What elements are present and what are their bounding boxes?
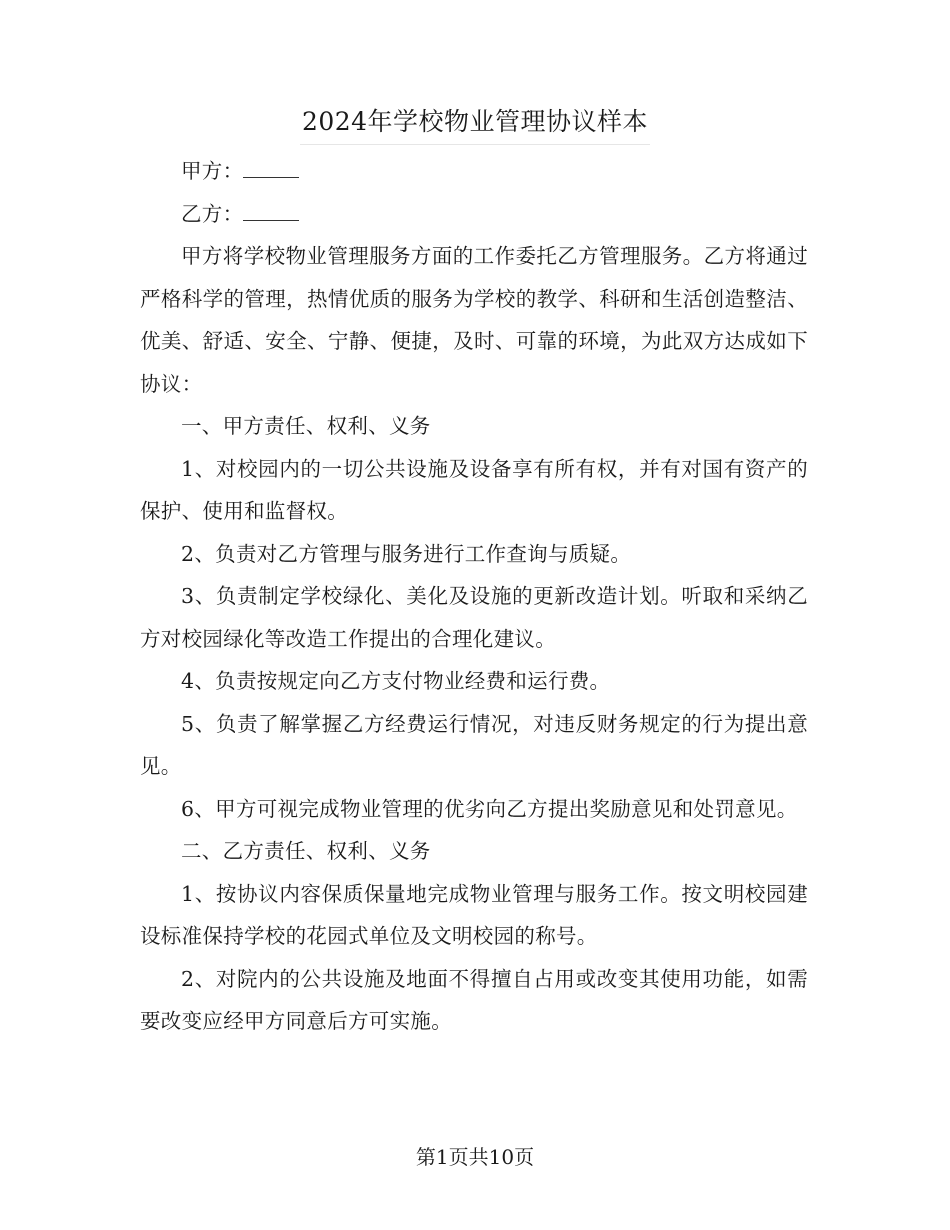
party-b-blank	[243, 200, 299, 221]
page-footer	[0, 1140, 950, 1174]
document-body	[140, 150, 808, 1043]
paragraph-intro: 甲方将学校物业管理服务方面的工作委托乙方管理服务。乙方将通过严格科学的管理，热情优质的服务为学校的教学、科研和生活创造整洁、优美、舒适、安全、宁静、便捷，及时、可靠的环境，为此双方达成如下协议：	[140, 244, 808, 396]
section-heading-party-a: 一、甲方责任、权利、义务	[181, 414, 431, 438]
paragraph-b1: 1、按协议内容保质保量地完成物业管理与服务工作。按文明校园建设标准保持学校的花园式单位及文明校园的称号。	[140, 881, 808, 948]
party-a-line	[140, 150, 808, 193]
document-title: 2024年学校物业管理协议样本	[300, 100, 650, 145]
paragraph-a3: 3、负责制定学校绿化、美化及设施的更新改造计划。听取和采纳乙方对校园绿化等改造工作提出的合理化建议。	[140, 584, 808, 651]
party-a-blank	[243, 157, 299, 178]
paragraph-a4: 4、负责按规定向乙方支付物业经费和运行费。	[181, 669, 611, 693]
page-number: 第1页共10页	[415, 1145, 535, 1169]
party-b-label: 乙方：	[181, 201, 244, 226]
paragraph-b2: 2、对院内的公共设施及地面不得擅自占用或改变其使用功能，如需要改变应经甲方同意后方可实施。	[140, 966, 808, 1033]
document-title-row	[0, 100, 950, 145]
paragraph-a6: 6、甲方可视完成物业管理的优劣向乙方提出奖励意见和处罚意见。	[181, 796, 798, 821]
paragraph-a2: 2、负责对乙方管理与服务进行工作查询与质疑。	[181, 541, 632, 566]
party-b-line	[140, 193, 808, 236]
party-a-label: 甲方：	[181, 159, 244, 183]
paragraph-a5: 5、负责了解掌握乙方经费运行情况，对违反财务规定的行为提出意见。	[140, 711, 808, 778]
paragraph-a1: 1、对校园内的一切公共设施及设备享有所有权，并有对国有资产的保护、使用和监督权。	[140, 456, 808, 523]
section-heading-party-b: 二、乙方责任、权利、义务	[181, 839, 431, 863]
